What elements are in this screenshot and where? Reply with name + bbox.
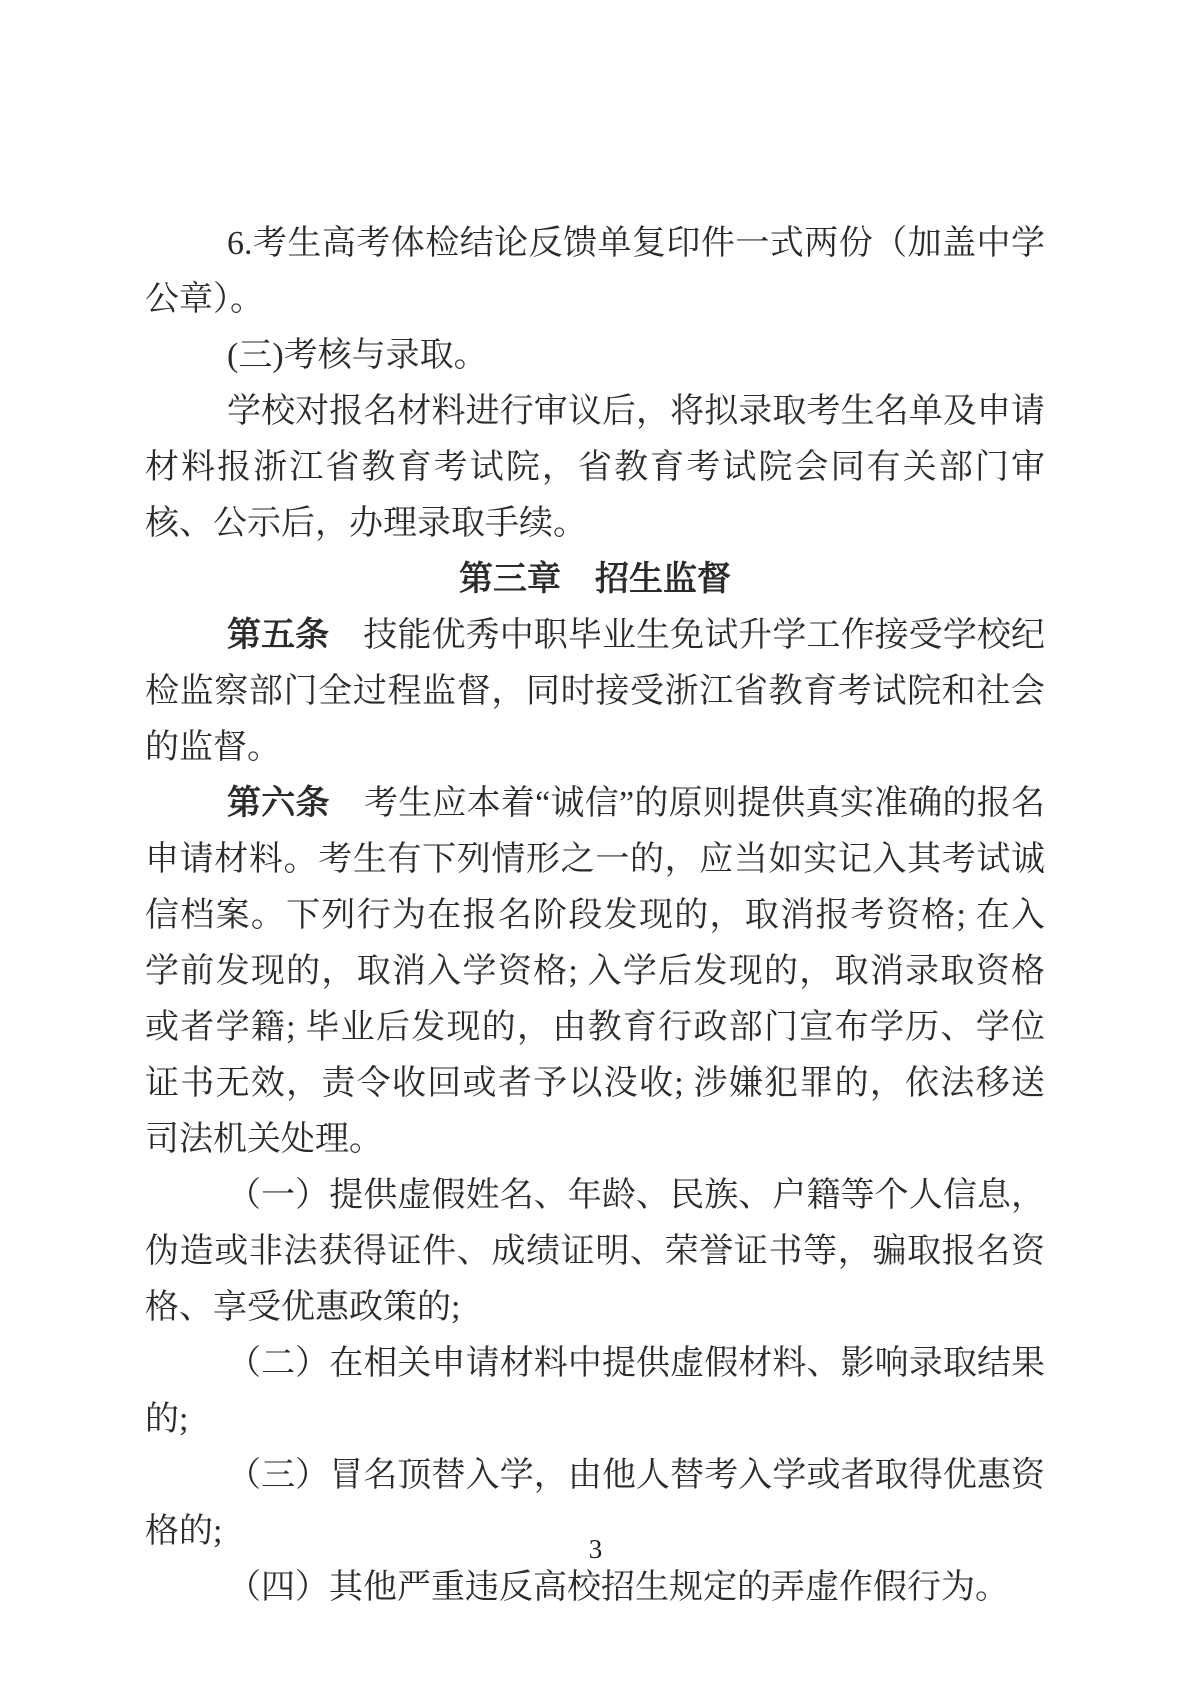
text-run: （三）冒名顶替入学，由他人替考入学或者取得优惠资格的; bbox=[145, 1457, 1045, 1550]
text-run: 第六条 bbox=[227, 785, 330, 822]
chapter-heading bbox=[145, 552, 1045, 608]
paragraph bbox=[145, 776, 1045, 1168]
paragraph bbox=[145, 328, 1045, 384]
text-run: 6.考生高考体检结论反馈单复印件一式两份（加盖中学公章）。 bbox=[145, 225, 1045, 318]
text-run: 技能优秀中职毕业生免试升学工作接受学校纪检监察部门全过程监督，同时接受浙江省教育考试院和社会的监督。 bbox=[145, 617, 1046, 766]
text-run: 第三章 招生监督 bbox=[459, 561, 731, 598]
text-run: 考生应本着“诚信”的原则提供真实准确的报名申请材料。考生有下列情形之一的，应当如实记入其考试诚信档案。下列行为在报名阶段发现的，取消报考资格; 在入学前发现的，取消入学资格; 入学后发现的，取消录取资格或者学籍; 毕业后发现的，由教育行政部门宣布学历、学位证书无效，责令收回或者予以没收; 涉嫌犯罪的，依法移送司法机关处理。 bbox=[145, 785, 1046, 1158]
text-run: （二）在相关申请材料中提供虚假材料、影响录取结果的; bbox=[145, 1345, 1045, 1438]
document-body bbox=[145, 216, 1045, 1616]
paragraph bbox=[145, 1336, 1045, 1448]
text-run: （一）提供虚假姓名、年龄、民族、户籍等个人信息，伪造或非法获得证件、成绩证明、荣誉证书等，骗取报名资格、享受优惠政策的; bbox=[145, 1177, 1045, 1326]
paragraph bbox=[145, 1168, 1045, 1336]
page-number: 3 bbox=[588, 1534, 603, 1564]
text-run: 学校对报名材料进行审议后，将拟录取考生名单及申请材料报浙江省教育考试院，省教育考试院会同有关部门审核、公示后，办理录取手续。 bbox=[145, 393, 1045, 542]
text-run: （四）其他严重违反高校招生规定的弄虚作假行为。 bbox=[227, 1569, 1009, 1606]
text-run: 第五条 bbox=[227, 617, 330, 654]
paragraph bbox=[145, 1560, 1045, 1616]
text-run: (三)考核与录取。 bbox=[227, 337, 488, 374]
paragraph bbox=[145, 216, 1045, 328]
paragraph bbox=[145, 384, 1045, 552]
paragraph bbox=[145, 608, 1045, 776]
